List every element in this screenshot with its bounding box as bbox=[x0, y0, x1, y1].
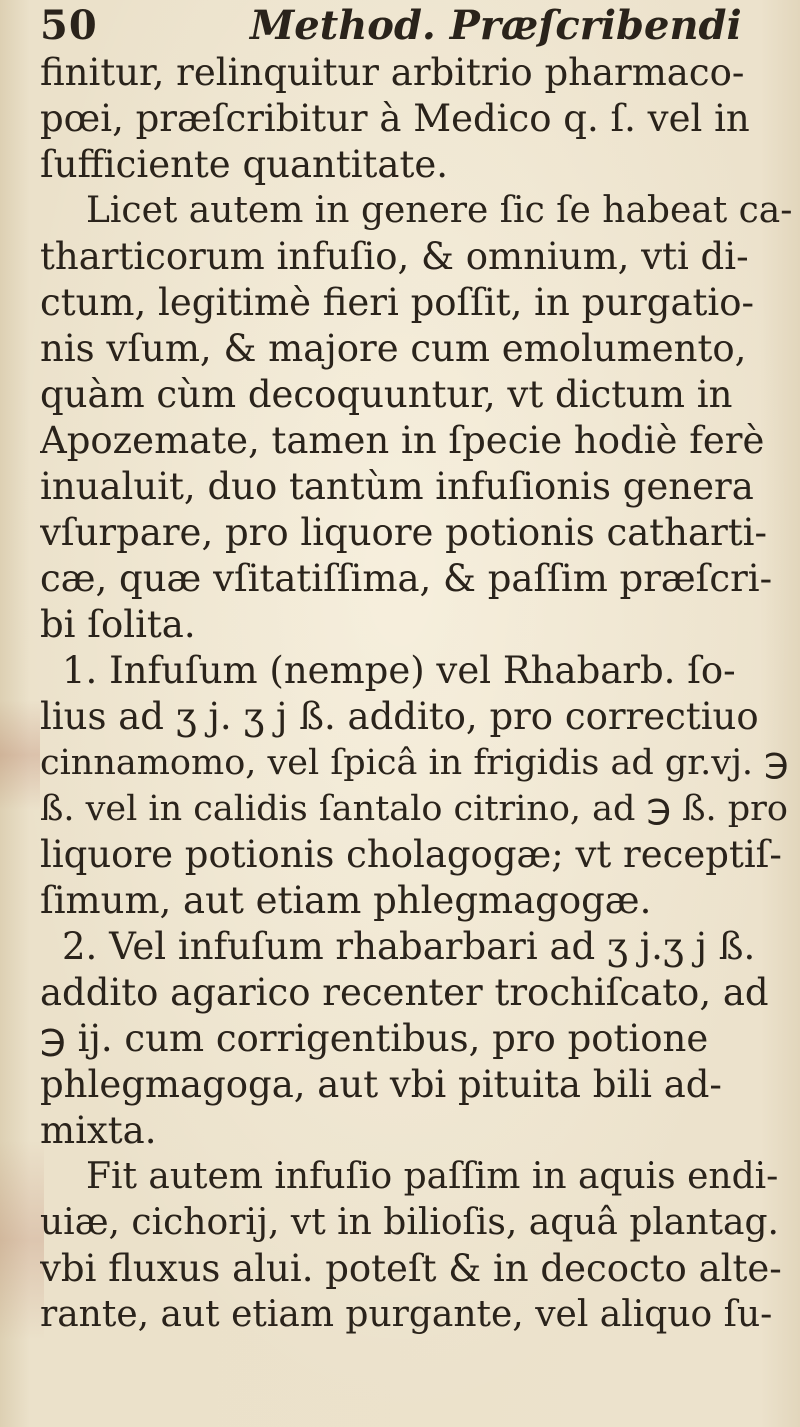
text-line: bi ſolita. bbox=[40, 603, 196, 646]
text-line: inualuit, duo tantùm infuſionis genera bbox=[40, 465, 754, 508]
text-line: vbi fluxus alui. poteſt & in decocto alte- bbox=[40, 1247, 782, 1290]
text-line: pœi, præſcribitur à Medico q. ſ. vel in bbox=[40, 97, 750, 140]
text-line: Apozemate, tamen in ſpecie hodiè ferè bbox=[40, 419, 765, 462]
page-number: 50 bbox=[40, 2, 98, 49]
text-line: nis vſum, & majore cum emolumento, bbox=[40, 327, 747, 370]
text-line: rante, aut etiam purgante, vel aliquo ſu- bbox=[40, 1294, 773, 1335]
text-line: ctum, legitimè fieri poſſit, in purgatio- bbox=[40, 281, 755, 324]
text-line: mixta. bbox=[40, 1109, 157, 1152]
text-line: addito agarico recenter trochiſcato, ad bbox=[40, 971, 769, 1014]
page-edge-stain bbox=[0, 700, 40, 810]
page-edge-stain bbox=[0, 1140, 44, 1340]
text-line: liquore potionis cholagogæ; vt receptiſ- bbox=[40, 833, 782, 876]
text-line: cinnamomo, vel ſpicâ in frigidis ad gr.vj. ℈ bbox=[40, 743, 789, 783]
text-line: 2. Vel infuſum rhabarbari ad ʒ j.ʒ j ß. bbox=[62, 925, 756, 968]
text-line: finitur, relinquitur arbitrio pharmaco- bbox=[40, 51, 745, 94]
text-line: tharticorum infuſio, & omnium, vti di- bbox=[40, 235, 749, 278]
text-line: Licet autem in genere ſic ſe habeat ca- bbox=[86, 190, 792, 231]
text-line: uiæ, cichorij, vt in bilioſis, aquâ plantag. bbox=[40, 1202, 779, 1243]
text-line: ß. vel in calidis ſantalo citrino, ad ℈ ß. pro bbox=[40, 789, 788, 829]
body-text bbox=[40, 50, 792, 1338]
text-line: phlegmagoga, aut vbi pituita bili ad- bbox=[40, 1063, 722, 1106]
text-line: quàm cùm decoquuntur, vt dictum in bbox=[40, 373, 733, 416]
text-line: Fit autem infuſio paſſim in aquis endi- bbox=[86, 1156, 779, 1197]
text-line: 1. Infuſum (nempe) vel Rhabarb. ſo- bbox=[62, 649, 736, 692]
text-line: cæ, quæ vſitatiſſima, & paſſim præſcri- bbox=[40, 557, 773, 600]
text-line: lius ad ʒ j. ʒ j ß. addito, pro correctiuo bbox=[40, 695, 759, 738]
text-line: ℈ ij. cum corrigentibus, pro potione bbox=[40, 1017, 709, 1060]
text-line: ſufficiente quantitate. bbox=[40, 143, 449, 186]
running-head: Method. Præſcribendi bbox=[250, 2, 742, 49]
text-line: vſurpare, pro liquore potionis catharti- bbox=[40, 511, 767, 554]
text-line: ſimum, aut etiam phlegmagogæ. bbox=[40, 879, 652, 922]
page-header bbox=[40, 0, 780, 52]
